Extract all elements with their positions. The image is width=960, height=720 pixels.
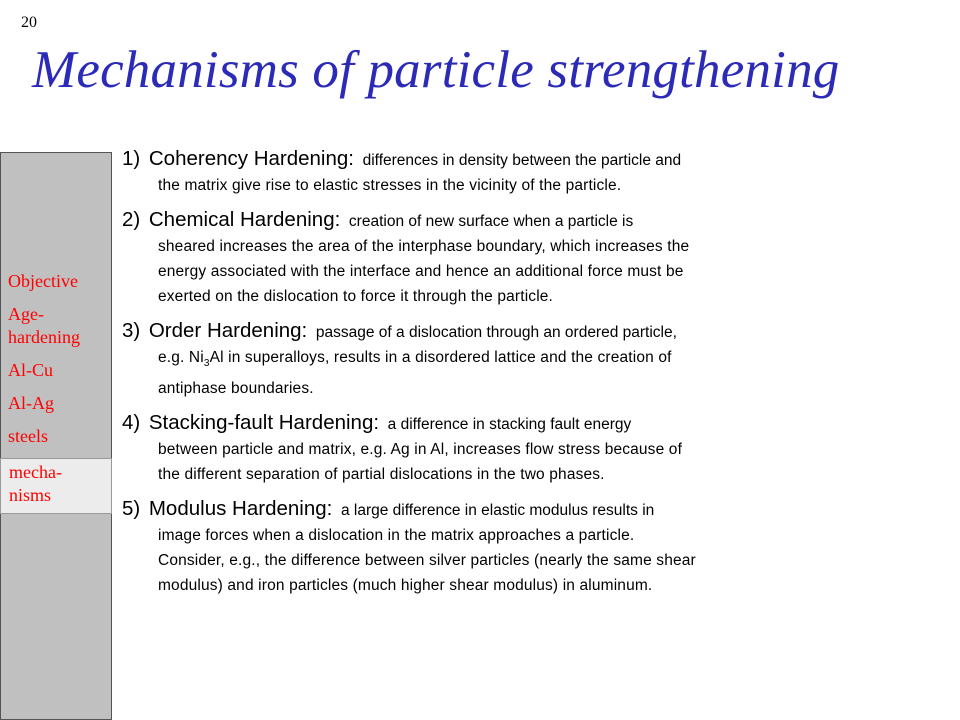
mechanism-item-chemical	[122, 207, 922, 309]
item-text-line-formula	[158, 345, 922, 376]
item-text-line: modulus) and iron particles (much higher shear modulus) in aluminum.	[158, 577, 653, 595]
item-text: differences in density between the particle and	[362, 152, 682, 169]
mechanism-item-stacking-fault	[122, 410, 922, 487]
mechanisms-list	[122, 146, 922, 607]
item-text-line: energy associated with the interface and hence an additional force must be	[158, 263, 684, 280]
item-text-line: Consider, e.g., the difference between silver particles (nearly the same shear	[158, 552, 696, 570]
item-text-line: antiphase boundaries.	[158, 380, 314, 398]
nav-item-steels[interactable]: steels	[8, 426, 48, 446]
item-heading: Order Hardening:	[148, 319, 308, 342]
nav-item-age-hardening[interactable]	[0, 303, 112, 349]
item-text: a large difference in elastic modulus results in	[340, 502, 655, 520]
item-number: 3)	[122, 319, 141, 342]
item-text-line: between particle and matrix, e.g. Ag in Al, increases flow stress because of	[158, 441, 683, 459]
item-heading: Stacking-fault Hardening:	[148, 411, 380, 435]
item-number: 2)	[122, 208, 141, 231]
item-text-line: sheared increases the area of the interphase boundary, which increases the	[158, 238, 690, 255]
item-text: a difference in stacking fault energy	[387, 416, 632, 434]
item-heading: Modulus Hardening:	[148, 497, 333, 521]
item-text-line: the different separation of partial dislocations in the two phases.	[158, 466, 605, 484]
nav-item-mechanisms[interactable]	[0, 458, 112, 514]
item-text: creation of new surface when a particle is	[348, 213, 634, 230]
nav-label-mechanisms: mecha- nisms	[9, 462, 62, 505]
nav-item-al-ag[interactable]: Al-Ag	[8, 393, 54, 413]
item-number: 1)	[122, 147, 141, 170]
mechanism-item-modulus	[122, 496, 922, 598]
nav-item-al-cu[interactable]: Al-Cu	[8, 360, 53, 380]
formula-prefix: e.g. Ni	[158, 349, 204, 366]
slide-title: Mechanisms of particle strengthening	[32, 41, 840, 99]
nav-item-objective[interactable]: Objective	[8, 271, 78, 291]
mechanism-item-coherency	[122, 146, 922, 198]
item-heading: Coherency Hardening:	[148, 147, 354, 170]
item-number: 4)	[122, 411, 141, 435]
page-number: 20	[21, 14, 37, 31]
nav-label-age-hardening: Age- hardening	[8, 304, 80, 347]
formula-suffix: Al in superalloys, results in a disordered lattice and the creation of	[209, 349, 672, 366]
item-text: passage of a dislocation through an ordered particle,	[315, 324, 677, 341]
mechanism-item-order	[122, 318, 922, 401]
item-heading: Chemical Hardening:	[148, 208, 341, 231]
formula-subscript: 3	[203, 358, 210, 370]
sidebar-nav	[0, 270, 112, 524]
item-number: 5)	[122, 497, 141, 521]
item-text-line: image forces when a dislocation in the matrix approaches a particle.	[158, 527, 635, 545]
item-text-line: the matrix give rise to elastic stresses in the vicinity of the particle.	[158, 177, 622, 194]
item-text-line: exerted on the dislocation to force it through the particle.	[158, 288, 554, 305]
